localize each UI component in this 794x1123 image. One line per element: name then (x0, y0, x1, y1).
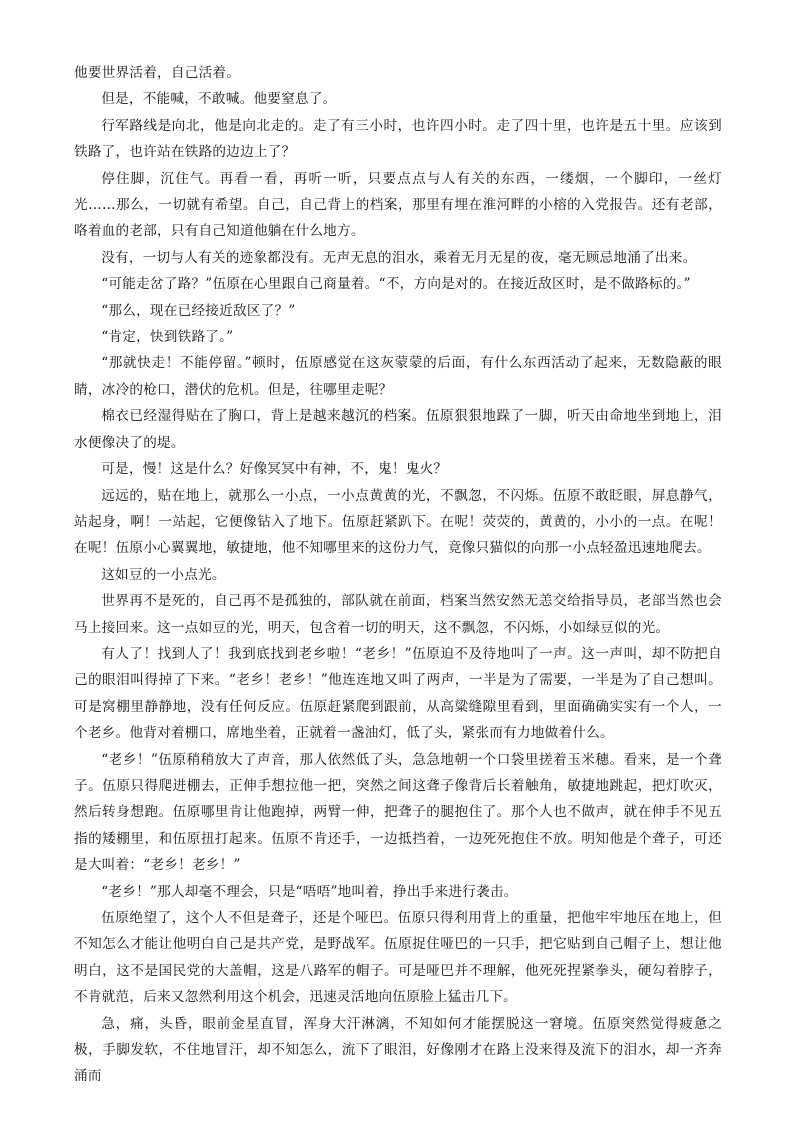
paragraph: 停住脚，沉住气。再看一看，再听一听，只要点点与人有关的东西，一缕烟，一个脚印，一丝灯光……那么，一切就有希望。自己，自己背上的档案，那里有埋在淮河畔的小榕的入党报告。还有老部，咯着血的老部，只有自己知道他躺在什么地方。 (74, 170, 722, 240)
paragraph: 可是，慢！这是什么？好像冥冥中有神，不，鬼！鬼火？ (101, 461, 448, 478)
paragraph: 这如豆的一小点光。 (101, 566, 226, 583)
paragraph: “可能走岔了路？”伍原在心里跟自己商量着。“不，方向是对的。在接近敌区时，是不做路标的。” (101, 276, 691, 293)
paragraph: 世界再不是死的，自己再不是孤独的，部队就在前面，档案当然安然无恙交给指导员，老部当然也会马上接回来。这一点如豆的光，明天，包含着一切的明天，这不飘忽，不闪烁，小如绿豆似的光。 (74, 593, 722, 636)
paragraph: 棉衣已经湿得贴在了胸口，背上是越来越沉的档案。伍原狠狠地跺了一脚，听天由命地坐到地上，泪水便像决了的堤。 (74, 408, 722, 451)
paragraph: “老乡！”那人却毫不理会，只是“唔唔”地叫着，挣出手来进行袭击。 (101, 883, 518, 900)
body-text (74, 60, 722, 1090)
paragraph: 远远的，贴在地上，就那么一小点，一小点黄黄的光，不飘忽，不闪烁。伍原不敢眨眼，屏息静气，站起身，啊！一站起，它便像钻入了地下。伍原赶紧趴下。在呢！荧荧的，黄黄的，小小的一点。在呢！在呢！伍原小心翼翼地，敏捷地，他不知哪里来的这份力气，竟像只猫似的向那一小点轻盈迅速地爬去。 (74, 487, 722, 557)
paragraph: 急，痛，头昏，眼前金星直冒，浑身大汗淋漓，不知如何才能摆脱这一窘境。伍原突然觉得疲惫之极，手脚发软，不住地冒汗，却不知怎么，流下了眼泪，好像刚才在路上没来得及流下的泪水，却一齐奔涌而 (74, 1015, 722, 1085)
paragraph: 伍原绝望了，这个人不但是聋子，还是个哑巴。伍原只得利用背上的重量，把他牢牢地压在地上，但不知怎么才能让他明白自己是共产党，是野战军。伍原捉住哑巴的一只手，把它贴到自己帽子上，想让他明白，这不是国民党的大盖帽，这是八路军的帽子。可是哑巴并不理解，他死死捏紧拳头，硬勾着脖子，不肯就范，后来又忽然利用这个机会，迅速灵活地向伍原脸上猛击几下。 (74, 910, 722, 1006)
paragraph: 没有，一切与人有关的迹象都没有。无声无息的泪水，乘着无月无星的夜，毫无顾忌地涌了出来。 (101, 249, 697, 266)
paragraph: 但是，不能喊，不敢喊。他要窒息了。 (101, 91, 337, 108)
paragraph: 他要世界活着，自己活着。 (74, 65, 241, 81)
paragraph: 行军路线是向北，他是向北走的。走了有三小时，也许四小时。走了四十里，也许是五十里。应该到铁路了，也许站在铁路的边边上了？ (74, 117, 722, 161)
paragraph: “老乡！”伍原稍稍放大了声音，那人依然低了头，急急地朝一个口袋里搓着玉米穗。看来，是一个聋子。伍原只得爬进棚去，正伸手想拉他一把，突然之间这聋子像背后长着触角，敏捷地跳起，把灯吹灭，然后转身想跑。伍原哪里肯让他跑掉，两臂一伸，把聋子的腿抱住了。那个人也不做声，就在伸手不见五指的矮棚里，和伍原扭打起来。伍原不肯还手，一边抵挡着，一边死死抱住不放。明知他是个聋子，可还是大叫着：“老乡！老乡！” (74, 751, 722, 874)
paragraph: 有人了！找到人了！我到底找到老乡啦！“老乡！”伍原迫不及待地叫了一声。这一声叫，却不防把自己的眼泪叫得掉了下来。“老乡！老乡！”他连连地又叫了两声，一半是为了需要，一半是为了自己想叫。可是窝棚里静静地，没有任何反应。伍原赶紧爬到跟前，从高粱缝隙里看到，里面确确实实有一个人，一个老乡。他背对着棚口，席地坐着，正就着一盏油灯，低了头，紧张而有力地做着什么。 (74, 645, 722, 742)
paragraph: “肯定，快到铁路了。” (101, 329, 234, 346)
paragraph: “那么，现在已经接近敌区了？” (101, 302, 296, 319)
paragraph: “那就快走！不能停留。”顿时，伍原感觉在这灰蒙蒙的后面，有什么东西活动了起来，无数隐蔽的眼睛，冰冷的枪口，潜伏的危机。但是，往哪里走呢？ (74, 355, 722, 398)
